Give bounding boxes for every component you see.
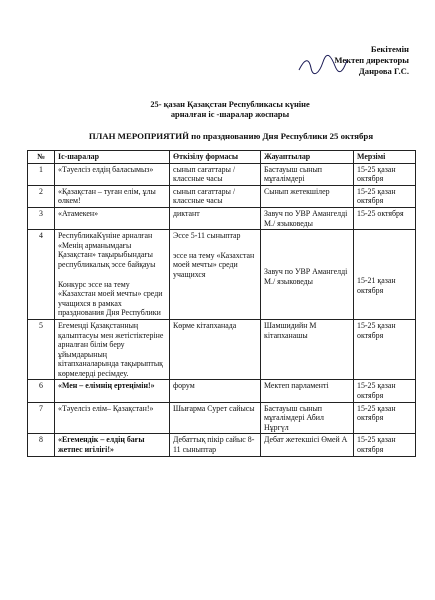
header-number: №: [28, 151, 55, 164]
row-event-russian: Конкурс эссе на тему «Казахстан моей мечты» среди учащихся в рамках празднования Дня Республики: [58, 279, 163, 318]
row-date: 15-25 октября: [354, 207, 416, 229]
row-date: [354, 230, 416, 320]
row-form: сынып сағаттары /классные часы: [170, 163, 261, 185]
row-date: 15-25 қазан октября: [354, 434, 416, 456]
table-header-row: [28, 151, 416, 164]
row-event: «Мен – елімнің ертеңімін!»: [55, 380, 170, 402]
table-row: [28, 402, 416, 434]
row-event: Егеменді Қазақстанның қалыптасуы мен жетістіктеріне арналған білім беру ұйымдарының кітапханаларында тақырыптық көрмелерді ресімдеу.: [55, 319, 170, 380]
row-form: диктант: [170, 207, 261, 229]
table-row: [28, 163, 416, 185]
table-row: [28, 319, 416, 380]
row-number: 7: [28, 402, 55, 434]
row-form: форум: [170, 380, 261, 402]
row-event: «Егемендік – елдің бағы жетпес игілігі!»: [55, 434, 170, 456]
row-number: 8: [28, 434, 55, 456]
row-event: «Атамекен»: [55, 207, 170, 229]
header-responsible: Жауаптылар: [261, 151, 354, 164]
row-form: Көрме кітапханада: [170, 319, 261, 380]
table-row: [28, 207, 416, 229]
row-responsible-text: Завуч по УВР Амангелді М./ языковеды: [264, 267, 348, 286]
row-date: 15-25 қазан октября: [354, 380, 416, 402]
row-date: 15-25 қазан октября: [354, 185, 416, 207]
title-line-2: арналған іс -шаралар жоспары: [170, 110, 290, 119]
row-responsible: Бастауыш сынып мұғалімдері: [261, 163, 354, 185]
row-form: сынып сағаттары /классные часы: [170, 185, 261, 207]
title-russian: ПЛАН МЕРОПРИЯТИЙ по празднованию Дня Республики 25 октября: [88, 131, 374, 141]
row-form-russian: эссе на тему «Казахстан моей мечты» среди учащихся: [173, 250, 255, 279]
row-responsible: Шамшидийн М кітапханашы: [261, 319, 354, 380]
row-number: 1: [28, 163, 55, 185]
header-form: Өткізілу формасы: [170, 151, 261, 164]
row-form-kazakh: Эссе 5-11 сыныптар: [173, 231, 241, 241]
approval-line-3: Данрова Г.С.: [358, 66, 409, 76]
row-responsible: Мектеп парламенті: [261, 380, 354, 402]
header-event: Іс-шаралар: [55, 151, 170, 164]
table-row: [28, 434, 416, 456]
row-form: Дебаттық пікір сайыс 8-11 сыныптар: [170, 434, 261, 456]
row-responsible: Бастауыш сынып мұғалімдері Абил Нұргүл: [261, 402, 354, 434]
row-number: 3: [28, 207, 55, 229]
table-row: [28, 230, 416, 320]
row-number: 4: [28, 230, 55, 320]
row-date: 15-25 қазан октября: [354, 319, 416, 380]
row-date: 15-25 қазан октября: [354, 402, 416, 434]
table-row: [28, 380, 416, 402]
title-kazakh: [110, 100, 350, 120]
approval-block: [259, 44, 409, 77]
table-row: [28, 185, 416, 207]
row-number: 5: [28, 319, 55, 380]
row-form: Шығарма Сурет сайысы: [170, 402, 261, 434]
row-event: «Тәуелсіз елім– Қазақстан!»: [55, 402, 170, 434]
row-event-kazakh: РеспубликаКүніне арналған «Менің арманымдағы Қазақстан» тақырыбындағы республикалық эссе байқауы: [58, 231, 156, 269]
row-form: [170, 230, 261, 320]
title-line-1: 25- қазан Қазақстан Республикасы күніне: [150, 100, 310, 109]
row-responsible: Сынып жетекшілер: [261, 185, 354, 207]
row-event: «Тәуелсіз елдің баласымыз»: [55, 163, 170, 185]
signature-mark: [297, 54, 349, 76]
approval-line-1: Бекітемін: [370, 44, 409, 54]
row-event: [55, 230, 170, 320]
row-responsible: Дебат жетекшісі Өмей А: [261, 434, 354, 456]
row-date-text: 15-21 қазан октября: [357, 276, 396, 295]
approval-line-2: Мектеп директоры: [334, 55, 409, 65]
row-responsible: [261, 230, 354, 320]
row-number: 2: [28, 185, 55, 207]
row-date: 15-25 қазан октября: [354, 163, 416, 185]
row-responsible: Завуч по УВР Амангелді М./ языковеды: [261, 207, 354, 229]
row-event: «Қазақстан – туған елім, ұлы өлкем!: [55, 185, 170, 207]
header-date: Мерзімі: [354, 151, 416, 164]
events-table: [27, 150, 416, 457]
row-number: 6: [28, 380, 55, 402]
